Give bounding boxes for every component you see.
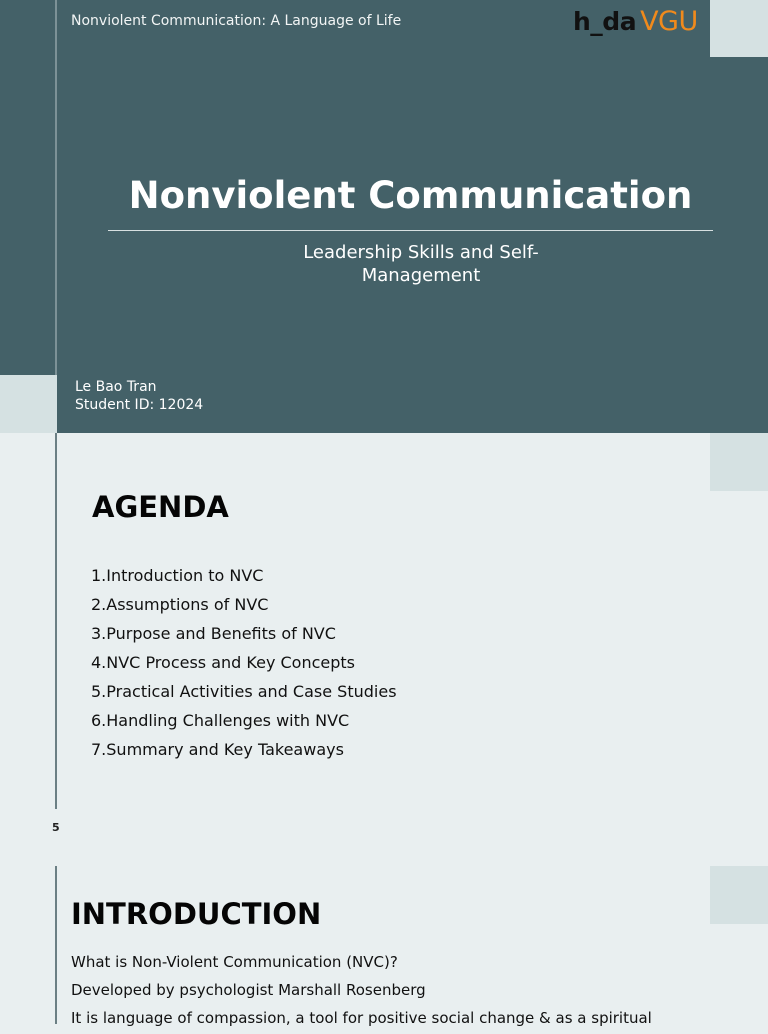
agenda-heading: AGENDA xyxy=(92,490,229,524)
presentation-title: Nonviolent Communication xyxy=(128,174,693,217)
logo-vgu-text: VGU xyxy=(640,5,698,37)
agenda-item: 3.Purpose and Benefits of NVC xyxy=(91,624,336,643)
page-number: 5 xyxy=(52,821,60,834)
intro-line: It is language of compassion, a tool for positive social change & as a spiritual xyxy=(71,1009,652,1027)
agenda-item: 4.NVC Process and Key Concepts xyxy=(91,653,356,672)
vertical-divider xyxy=(55,433,57,809)
corner-accent-square xyxy=(710,866,768,924)
agenda-item: 2.Assumptions of NVC xyxy=(91,595,269,614)
presentation-subtitle: Leadership Skills and Self-Management xyxy=(303,242,539,286)
slide-header-text: Nonviolent Communication: A Language of Life xyxy=(71,13,402,29)
intro-line: Developed by psychologist Marshall Rosenberg xyxy=(71,981,426,999)
corner-accent-square xyxy=(710,433,768,491)
author-block xyxy=(75,378,203,414)
student-id: Student ID: 12024 xyxy=(75,397,204,413)
agenda-item: 7.Summary and Key Takeaways xyxy=(91,740,344,759)
side-accent-square xyxy=(0,375,57,433)
intro-line: What is Non-Violent Communication (NVC)? xyxy=(71,953,398,971)
title-underline xyxy=(108,230,713,231)
hda-vgu-logo xyxy=(573,4,698,38)
title-slide xyxy=(0,0,768,433)
agenda-list xyxy=(91,563,397,766)
agenda-item: 6.Handling Challenges with NVC xyxy=(91,711,350,730)
author-name: Le Bao Tran xyxy=(75,379,157,395)
introduction-text xyxy=(71,950,711,1034)
vertical-divider xyxy=(55,0,57,433)
agenda-item: 1.Introduction to NVC xyxy=(91,566,264,585)
corner-accent-square xyxy=(710,0,768,57)
logo-hda-text: h_da xyxy=(573,6,637,36)
vertical-divider xyxy=(55,866,57,1024)
agenda-item: 5.Practical Activities and Case Studies xyxy=(91,682,397,701)
introduction-heading: INTRODUCTION xyxy=(71,897,322,931)
